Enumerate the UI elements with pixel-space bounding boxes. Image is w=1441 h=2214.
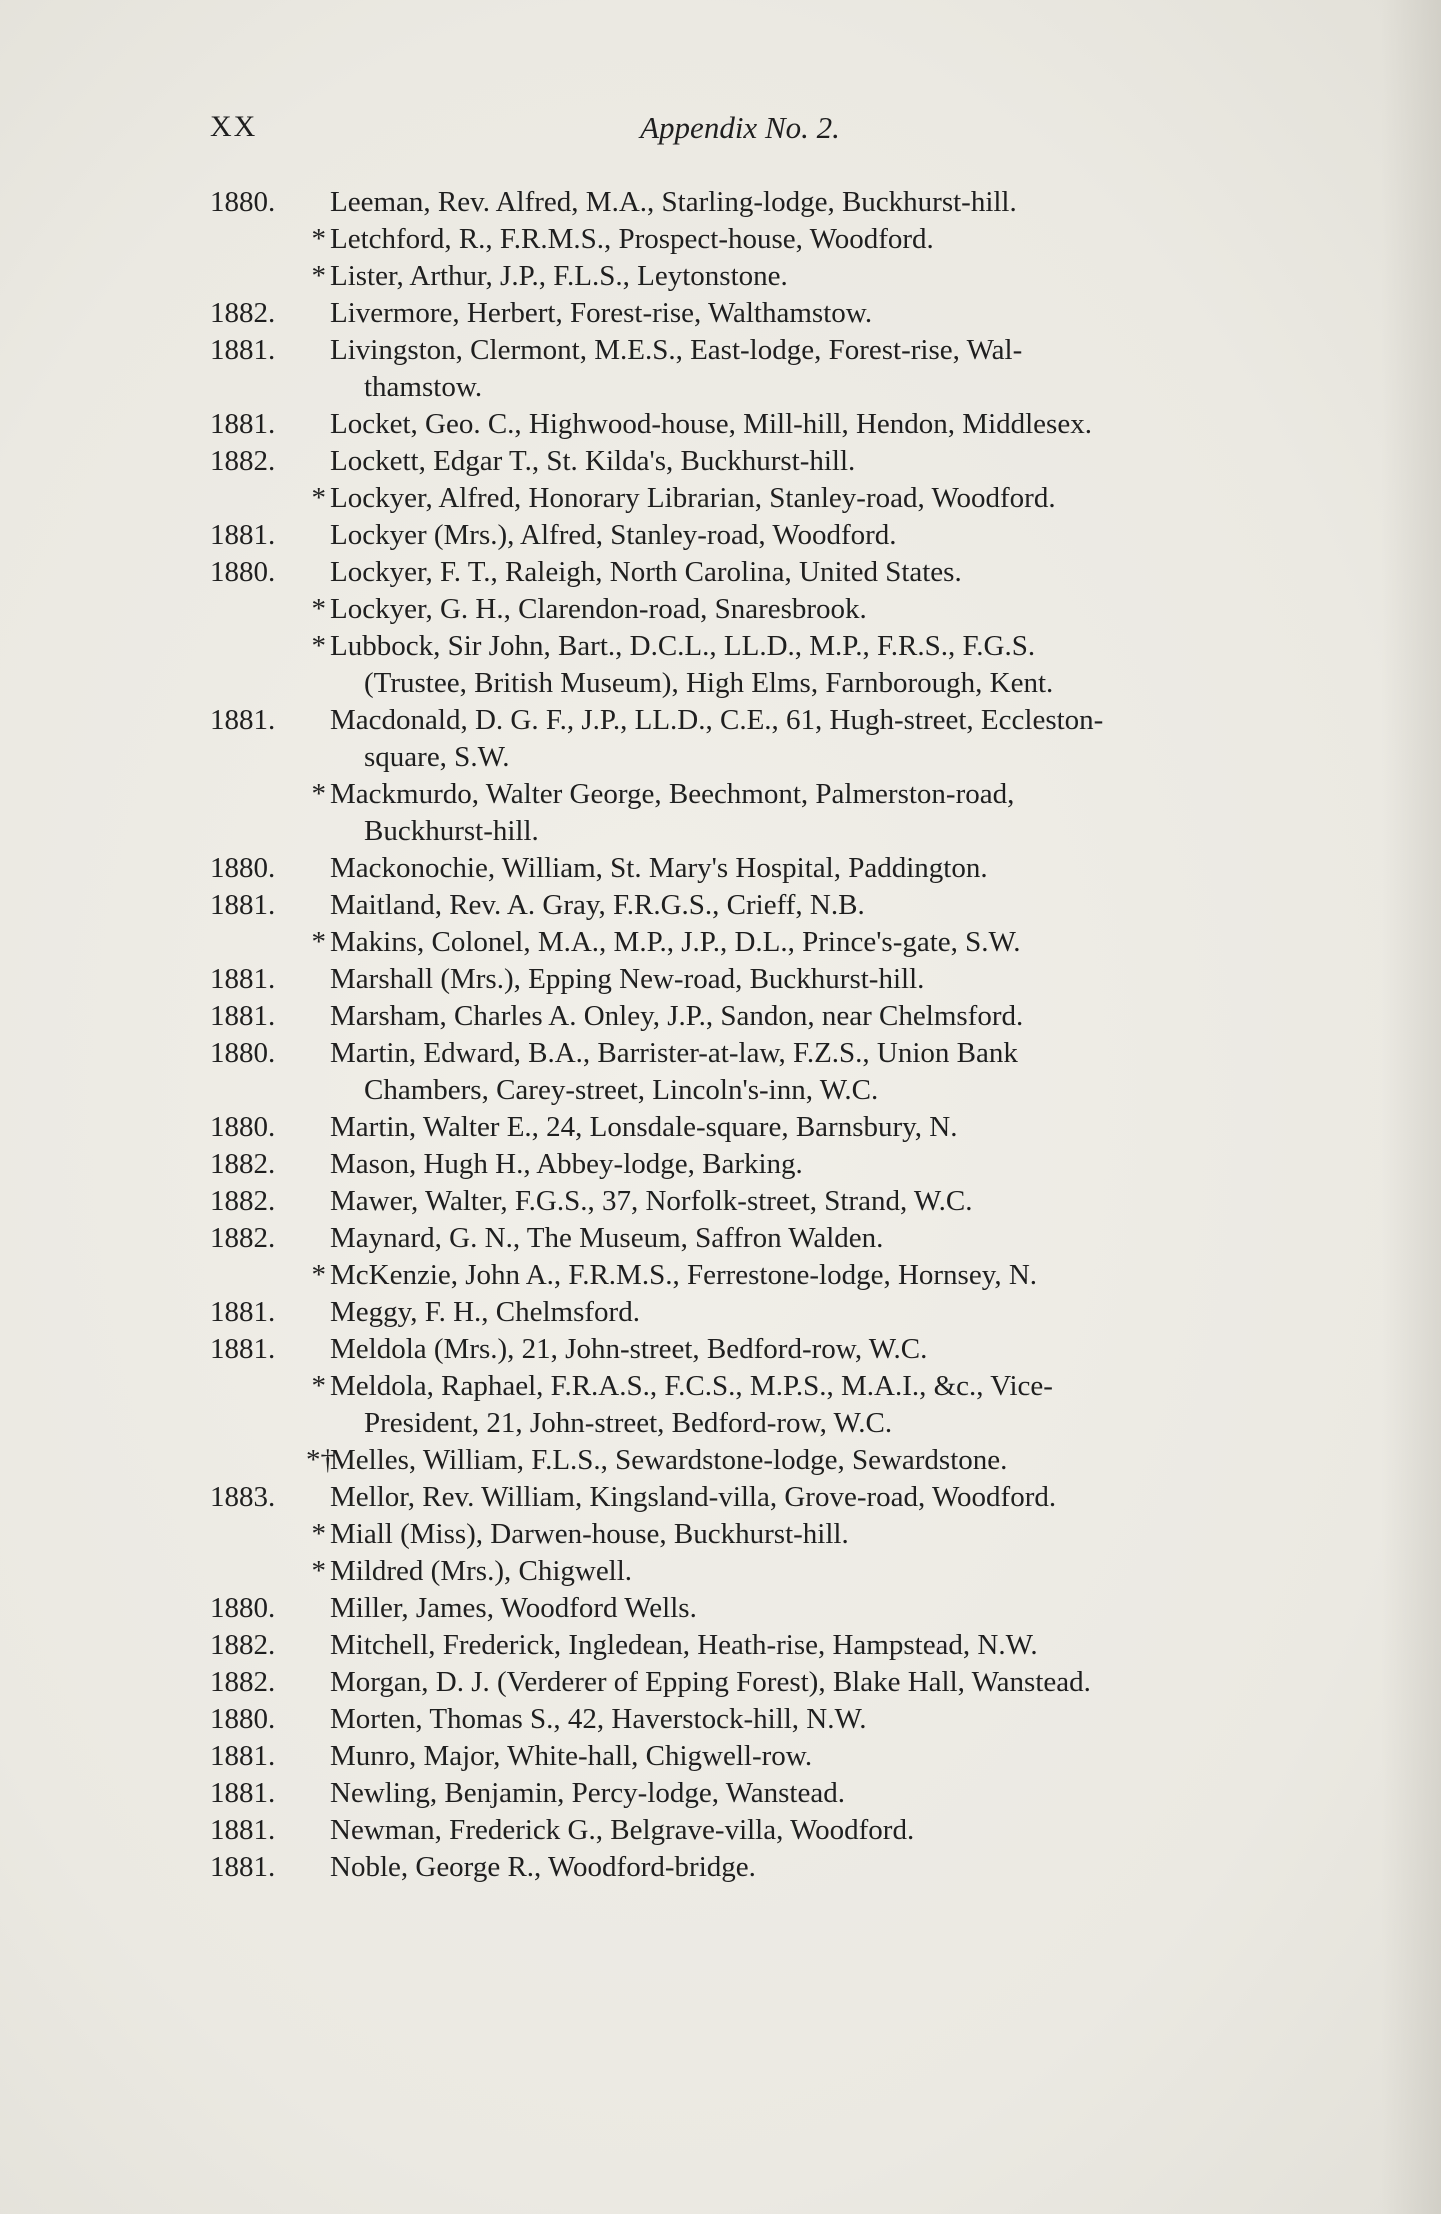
page-folio: XX bbox=[210, 110, 258, 143]
member-entry bbox=[210, 1849, 1280, 1886]
entry-text: Mason, Hugh H., Abbey-lodge, Barking. bbox=[330, 1148, 803, 1180]
page-gutter-shadow bbox=[1381, 0, 1441, 2214]
entry-text: Marshall (Mrs.), Epping New-road, Buckhurst-hill. bbox=[330, 963, 925, 995]
entry-mark: * bbox=[311, 223, 326, 255]
entry-mark bbox=[306, 443, 326, 480]
entry-text: Morgan, D. J. (Verderer of Epping Forest), Blake Hall, Wanstead. bbox=[330, 1666, 1091, 1698]
member-entry bbox=[210, 1257, 1280, 1294]
entry-mark bbox=[306, 1664, 326, 1701]
entry-year: 1880. bbox=[210, 1111, 276, 1143]
entry-mark bbox=[306, 1331, 326, 1368]
entry-mark bbox=[306, 554, 326, 591]
member-entry bbox=[210, 591, 1280, 628]
entry-text: Newman, Frederick G., Belgrave-villa, Woodford. bbox=[330, 1814, 915, 1846]
entry-text: Makins, Colonel, M.A., M.P., J.P., D.L., Prince's-gate, S.W. bbox=[330, 926, 1021, 958]
entry-continuation bbox=[210, 1405, 1280, 1442]
member-entry bbox=[210, 258, 1280, 295]
entry-mark bbox=[306, 1775, 326, 1812]
entry-mark: * bbox=[311, 1555, 326, 1587]
entry-text-continued: Chambers, Carey-street, Lincoln's-inn, W.C. bbox=[364, 1074, 879, 1106]
entry-year: 1882. bbox=[210, 297, 276, 329]
member-entry bbox=[210, 961, 1280, 998]
member-entry bbox=[210, 1664, 1280, 1701]
member-entry bbox=[210, 702, 1280, 739]
entry-text: Marsham, Charles A. Onley, J.P., Sandon, near Chelmsford. bbox=[330, 1000, 1024, 1032]
entry-year: 1880. bbox=[210, 556, 276, 588]
entry-text: Livingston, Clermont, M.E.S., East-lodge, Forest-rise, Wal- bbox=[330, 334, 1023, 366]
entry-mark bbox=[306, 332, 326, 369]
member-list bbox=[210, 184, 1280, 1886]
member-entry bbox=[210, 406, 1280, 443]
entry-mark: * bbox=[311, 1370, 326, 1402]
entry-text: Lockyer, F. T., Raleigh, North Carolina, United States. bbox=[330, 556, 962, 588]
entry-year: 1881. bbox=[210, 1000, 276, 1032]
indent-spacer bbox=[210, 369, 364, 406]
entry-mark bbox=[306, 850, 326, 887]
entry-text: Melles, William, F.L.S., Sewardstone-lodge, Sewardstone. bbox=[330, 1444, 1008, 1476]
member-entry bbox=[210, 184, 1280, 221]
entry-text: Lockett, Edgar T., St. Kilda's, Buckhurst-hill. bbox=[330, 445, 856, 477]
entry-text-continued: square, S.W. bbox=[364, 741, 510, 773]
member-entry bbox=[210, 221, 1280, 258]
entry-mark bbox=[306, 1701, 326, 1738]
entry-year: 1882. bbox=[210, 1222, 276, 1254]
member-entry bbox=[210, 480, 1280, 517]
member-entry bbox=[210, 1442, 1280, 1479]
entry-year: 1882. bbox=[210, 1666, 276, 1698]
member-entry bbox=[210, 1109, 1280, 1146]
entry-year: 1881. bbox=[210, 1296, 276, 1328]
indent-spacer bbox=[210, 739, 364, 776]
entry-mark bbox=[306, 1294, 326, 1331]
entry-text-continued: thamstow. bbox=[364, 371, 483, 403]
entry-year: 1880. bbox=[210, 186, 276, 218]
entry-text: Lister, Arthur, J.P., F.L.S., Leytonstone. bbox=[330, 260, 788, 292]
entry-continuation bbox=[210, 665, 1280, 702]
entry-continuation bbox=[210, 739, 1280, 776]
entry-mark bbox=[306, 1146, 326, 1183]
member-entry bbox=[210, 1812, 1280, 1849]
running-title: Appendix No. 2. bbox=[640, 110, 840, 145]
entry-mark bbox=[306, 1220, 326, 1257]
member-entry bbox=[210, 554, 1280, 591]
entry-text: Macdonald, D. G. F., J.P., LL.D., C.E., 61, Hugh-street, Eccleston- bbox=[330, 704, 1104, 736]
member-entry bbox=[210, 1516, 1280, 1553]
member-entry bbox=[210, 1553, 1280, 1590]
entry-year: 1881. bbox=[210, 889, 276, 921]
member-entry bbox=[210, 776, 1280, 813]
entry-text: Livermore, Herbert, Forest-rise, Walthamstow. bbox=[330, 297, 873, 329]
entry-mark: *† bbox=[306, 1444, 335, 1476]
member-entry bbox=[210, 1294, 1280, 1331]
entry-year bbox=[210, 924, 306, 961]
member-entry bbox=[210, 628, 1280, 665]
entry-year bbox=[210, 1553, 306, 1590]
member-entry bbox=[210, 1146, 1280, 1183]
member-entry bbox=[210, 1479, 1280, 1516]
entry-year: 1882. bbox=[210, 1185, 276, 1217]
entry-year: 1881. bbox=[210, 519, 276, 551]
member-entry bbox=[210, 1368, 1280, 1405]
member-entry bbox=[210, 517, 1280, 554]
entry-text: Letchford, R., F.R.M.S., Prospect-house, Woodford. bbox=[330, 223, 934, 255]
entry-mark bbox=[306, 1812, 326, 1849]
entry-mark bbox=[306, 1849, 326, 1886]
entry-text: Locket, Geo. C., Highwood-house, Mill-hill, Hendon, Middlesex. bbox=[330, 408, 1092, 440]
entry-continuation bbox=[210, 1072, 1280, 1109]
entry-text: Maitland, Rev. A. Gray, F.R.G.S., Crieff, N.B. bbox=[330, 889, 865, 921]
member-entry bbox=[210, 443, 1280, 480]
entry-text: Mitchell, Frederick, Ingledean, Heath-rise, Hampstead, N.W. bbox=[330, 1629, 1038, 1661]
entry-year: 1881. bbox=[210, 704, 276, 736]
entry-mark bbox=[306, 702, 326, 739]
entry-text: Meldola (Mrs.), 21, John-street, Bedford-row, W.C. bbox=[330, 1333, 928, 1365]
page-header bbox=[210, 110, 1270, 160]
entry-mark bbox=[306, 1738, 326, 1775]
entry-text: Newling, Benjamin, Percy-lodge, Wanstead. bbox=[330, 1777, 845, 1809]
entry-text: Noble, George R., Woodford-bridge. bbox=[330, 1851, 756, 1883]
entry-mark bbox=[306, 1035, 326, 1072]
entry-mark: * bbox=[311, 593, 326, 625]
entry-mark bbox=[306, 961, 326, 998]
member-entry bbox=[210, 850, 1280, 887]
entry-text: Miall (Miss), Darwen-house, Buckhurst-hill. bbox=[330, 1518, 849, 1550]
entry-year: 1882. bbox=[210, 1629, 276, 1661]
entry-year: 1881. bbox=[210, 1814, 276, 1846]
entry-text: Mackmurdo, Walter George, Beechmont, Palmerston-road, bbox=[330, 778, 1015, 810]
member-entry bbox=[210, 1590, 1280, 1627]
entry-year: 1880. bbox=[210, 1703, 276, 1735]
entry-year: 1881. bbox=[210, 1333, 276, 1365]
entry-year bbox=[210, 1368, 306, 1405]
entry-text: McKenzie, John A., F.R.M.S., Ferrestone-lodge, Hornsey, N. bbox=[330, 1259, 1038, 1291]
entry-mark: * bbox=[311, 482, 326, 514]
member-entry bbox=[210, 1738, 1280, 1775]
entry-year bbox=[210, 258, 306, 295]
entry-mark bbox=[306, 517, 326, 554]
entry-year bbox=[210, 1516, 306, 1553]
entry-mark bbox=[306, 1183, 326, 1220]
indent-spacer bbox=[210, 1072, 364, 1109]
indent-spacer bbox=[210, 813, 364, 850]
member-entry bbox=[210, 1775, 1280, 1812]
entry-mark: * bbox=[311, 926, 326, 958]
entry-year: 1881. bbox=[210, 334, 276, 366]
entry-continuation bbox=[210, 369, 1280, 406]
entry-text: Miller, James, Woodford Wells. bbox=[330, 1592, 697, 1624]
entry-mark bbox=[306, 1479, 326, 1516]
entry-continuation bbox=[210, 813, 1280, 850]
entry-text: Meldola, Raphael, F.R.A.S., F.C.S., M.P.S., M.A.I., &c., Vice- bbox=[330, 1370, 1053, 1402]
entry-text: Maynard, G. N., The Museum, Saffron Walden. bbox=[330, 1222, 884, 1254]
member-entry bbox=[210, 1220, 1280, 1257]
entry-text: Munro, Major, White-hall, Chigwell-row. bbox=[330, 1740, 813, 1772]
entry-mark: * bbox=[311, 260, 326, 292]
entry-mark bbox=[306, 998, 326, 1035]
entry-mark bbox=[306, 1590, 326, 1627]
entry-text: Mawer, Walter, F.G.S., 37, Norfolk-street, Strand, W.C. bbox=[330, 1185, 973, 1217]
indent-spacer bbox=[210, 665, 364, 702]
entry-mark bbox=[306, 1627, 326, 1664]
entry-text: Martin, Edward, B.A., Barrister-at-law, F.Z.S., Union Bank bbox=[330, 1037, 1018, 1069]
entry-year: 1881. bbox=[210, 408, 276, 440]
entry-text-continued: (Trustee, British Museum), High Elms, Farnborough, Kent. bbox=[364, 667, 1054, 699]
entry-year: 1881. bbox=[210, 963, 276, 995]
entry-year: 1882. bbox=[210, 445, 276, 477]
indent-spacer bbox=[210, 1405, 364, 1442]
entry-text-continued: President, 21, John-street, Bedford-row, W.C. bbox=[364, 1407, 893, 1439]
entry-year: 1880. bbox=[210, 1592, 276, 1624]
entry-text: Morten, Thomas S., 42, Haverstock-hill, N.W. bbox=[330, 1703, 867, 1735]
entry-mark bbox=[306, 1109, 326, 1146]
entry-text: Mackonochie, William, St. Mary's Hospital, Paddington. bbox=[330, 852, 988, 884]
member-entry bbox=[210, 887, 1280, 924]
entry-mark: * bbox=[311, 1518, 326, 1550]
entry-year: 1881. bbox=[210, 1740, 276, 1772]
entry-text: Mildred (Mrs.), Chigwell. bbox=[330, 1555, 633, 1587]
member-entry bbox=[210, 295, 1280, 332]
entry-year bbox=[210, 221, 306, 258]
member-entry bbox=[210, 998, 1280, 1035]
entry-year: 1881. bbox=[210, 1851, 276, 1883]
entry-text: Meggy, F. H., Chelmsford. bbox=[330, 1296, 640, 1328]
entry-text: Mellor, Rev. William, Kingsland-villa, Grove-road, Woodford. bbox=[330, 1481, 1057, 1513]
entry-mark bbox=[306, 406, 326, 443]
entry-mark bbox=[306, 184, 326, 221]
entry-year: 1880. bbox=[210, 852, 276, 884]
entry-text: Martin, Walter E., 24, Lonsdale-square, Barnsbury, N. bbox=[330, 1111, 958, 1143]
entry-year bbox=[210, 776, 306, 813]
entry-text: Lubbock, Sir John, Bart., D.C.L., LL.D., M.P., F.R.S., F.G.S. bbox=[330, 630, 1036, 662]
entry-year bbox=[210, 1257, 306, 1294]
entry-text: Lockyer, G. H., Clarendon-road, Snaresbrook. bbox=[330, 593, 867, 625]
entry-year: 1880. bbox=[210, 1037, 276, 1069]
member-entry bbox=[210, 1035, 1280, 1072]
entry-year bbox=[210, 1442, 306, 1479]
entry-text: Lockyer, Alfred, Honorary Librarian, Stanley-road, Woodford. bbox=[330, 482, 1056, 514]
member-entry bbox=[210, 924, 1280, 961]
entry-year bbox=[210, 591, 306, 628]
member-entry bbox=[210, 1627, 1280, 1664]
entry-mark bbox=[306, 295, 326, 332]
entry-year bbox=[210, 628, 306, 665]
member-entry bbox=[210, 1701, 1280, 1738]
member-entry bbox=[210, 332, 1280, 369]
member-entry bbox=[210, 1331, 1280, 1368]
entry-mark bbox=[306, 887, 326, 924]
entry-mark: * bbox=[311, 630, 326, 662]
entry-year bbox=[210, 480, 306, 517]
entry-mark: * bbox=[311, 1259, 326, 1291]
entry-year: 1883. bbox=[210, 1481, 276, 1513]
entry-text: Leeman, Rev. Alfred, M.A., Starling-lodge, Buckhurst-hill. bbox=[330, 186, 1017, 218]
entry-text-continued: Buckhurst-hill. bbox=[364, 815, 539, 847]
member-entry bbox=[210, 1183, 1280, 1220]
entry-mark: * bbox=[311, 778, 326, 810]
entry-year: 1881. bbox=[210, 1777, 276, 1809]
entry-year: 1882. bbox=[210, 1148, 276, 1180]
entry-text: Lockyer (Mrs.), Alfred, Stanley-road, Woodford. bbox=[330, 519, 897, 551]
